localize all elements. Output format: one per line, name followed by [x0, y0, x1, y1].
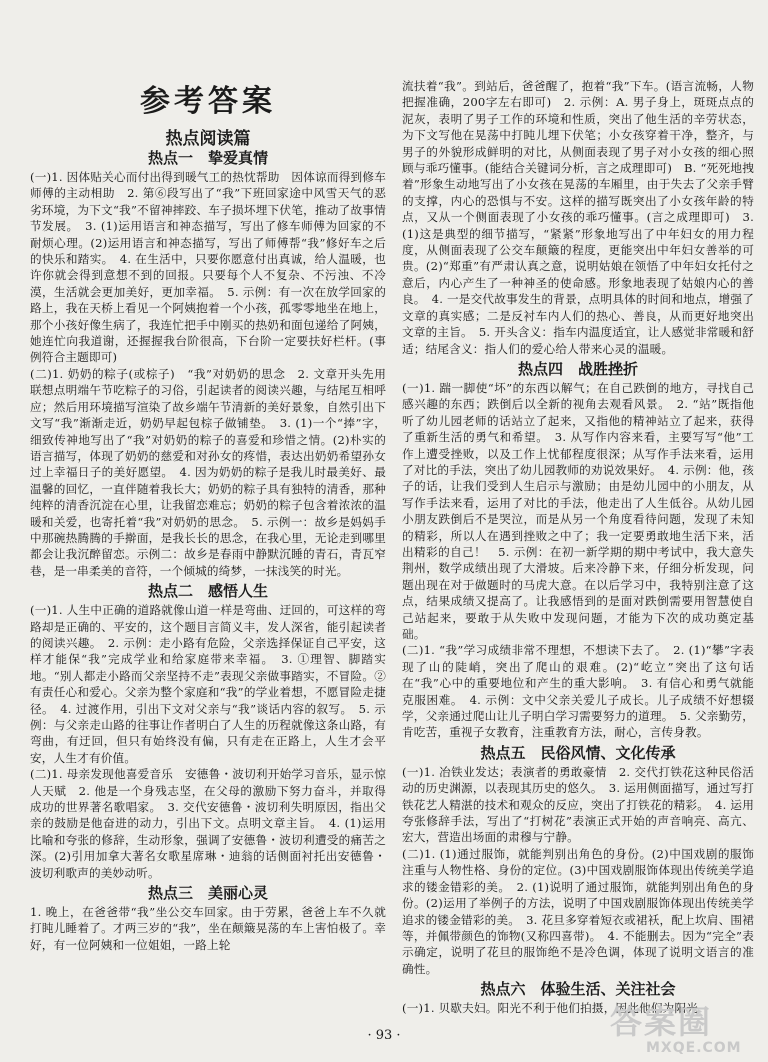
- answer-paragraph: (一)1. 贝歇夫妇。阳光不利于他们拍摄，因此他们为阳光: [402, 1001, 699, 1016]
- answer-paragraph: 流扶着“我”。到站后，爸爸醒了，抱着“我”下车。(语言流畅，人物把握准确，200字左右即可) 2. 示例：A. 男子身上，斑斑点点的泥灰，表明了男子工作的环境和性质，突出了他生活的辛劳状态，为下文写他在晃荡中打盹儿埋下伏笔；小女孩穿着干净，整齐，与男子的外貌形成鲜明的对比，从侧面表现了男子对小女孩的细心照顾与乖巧懂事。(能结合关键词分析，言之成理即可) B. “死死地拽着”形象生动地写出了小女孩在晃荡的车厢里，由于失去了父亲手臂的支撑，内心的恐惧与不安。这样的描写既突出了小女孩年龄的特点，又从一个侧面表现了小女孩的乖巧懂事。(言之成理即可) 3. (1)这是典型的细节描写，“紧紧”形象地写出了中年妇女的用力程度，从侧面表现了公交车颠簸的程度，更能突出中年妇女善举的可贵。(2)“郑重”有严肃认真之意，说明姑娘在领悟了中年妇女托付之意后，内心产生了一种神圣的使命感。形象地表现了姑娘内心的善良。 4. 一是交代故事发生的背景，点明具体的时间和地点，增强了文章的真实感；二是反衬车内人们的热心、善良，从而更好地突出文章的主旨。 5. 开头含义：指车内温度适宜，让人感觉非常暖和舒适；结尾含义：指人们的爱心给人带来心灵的温暖。: [402, 79, 754, 356]
- hotspot-heading: 热点一 挚爱真情: [147, 149, 268, 167]
- answer-paragraph: (一)1. 冶铁业发达；表演者的勇敢豪情 2. 交代打铁花这种民俗活动的历史渊源，以表现其历史的悠久。 3. 运用侧面描写，通过写打铁花艺人精湛的技术和观众的反应，突出了打铁花的精彩。 4. 运用夸张修辞手法，写出了“打树花”表演正式开始的声音响亮、高亢、宏大，营造出场面的肃穆与宁静。: [402, 764, 754, 845]
- answer-paragraph: (二)1. 母亲发现他喜爱音乐 安德鲁・波切利开始学习音乐，显示惊人天赋 2. 他是一个身残志坚，在父母的激励下努力奋斗，并取得成功的世界著名歌唱家。 3. 交代安德鲁・波切利失明原因，指出父亲的鼓励是他奋进的动力，引出下文。点明文章主旨。 4. (1)运用比喻和夸张的修辞，生动形象，强调了安德鲁・波切利遭受的痛苦之深。(2)引用加拿大著名女歌星席琳・迪翁的话侧面衬托出安德鲁・波切利歌声的美妙动听。: [30, 767, 386, 880]
- right-column: [402, 0, 754, 1017]
- hotspot-heading: 热点四 战胜挫折: [517, 359, 638, 378]
- answer-paragraph: (一)1. 人生中正确的道路就像山道一样是弯曲、迂回的，可这样的弯路却是正确的、平安的，这个题目言简义丰，发人深省，能引起读者的阅读兴趣。 2. 示例：走小路有危险，父亲选择保证自己平安，这样才能保“我”完成学业和给家庭带来幸福。 3. ①理智、脚踏实地。“别人都走小路而父亲坚持不走”表现父亲做事踏实，不冒险。②有责任心和爱心。父亲为整个家庭和“我”的学业着想，不愿冒险走捷径。 4. 过渡作用，引出下文对父亲与“我”谈话内容的叙写。 5. 示例：与父亲走山路的往事让作者明白了人生的历程就像这条山路，有弯曲，有迂回，但只有始终没有偏，只有走在正路上，人生才会平安，人生才有价值。: [30, 603, 386, 765]
- page-number: · 93 ·: [367, 1028, 401, 1043]
- answer-paragraph: (二)1. “我”学习成绩非常不理想，不想读下去了。 2. (1)“攀”字表现了山的陡峭，突出了爬山的艰难。(2)“屹立”突出了这句话在“我”心中的重要地位和产生的重大影响。 3. 有信心和勇气就能克服困难。 4. 示例：文中父亲关爱儿子成长。儿子成绩不好想辍学，父亲通过爬山让儿子明白学习需要努力的道理。 5. 父亲勤劳，肯吃苦，重视子女教育，注重教育方法，耐心，言传身教。: [402, 643, 754, 740]
- page-title: 参考答案: [140, 84, 276, 119]
- answer-paragraph: 1. 晚上，在爸爸带“我”坐公交车回家。由于劳累，爸爸上车不久就打盹儿睡着了。才两三岁的“我”，坐在颠簸晃荡的车上害怕极了。幸好，有一位阿姨和一位姐姐，一路上轮: [30, 905, 386, 952]
- answer-paragraph: (二)1. (1)通过服饰，就能判别出角色的身份。(2)中国戏剧的服饰注重与人物性格、身份的定位。(3)中国戏剧服饰体现出传统美学追求的镂金错彩的美。 2. (1)说明了通过服饰，就能判别出角色的身份。(2)运用了举例子的方法，说明了中国戏剧服饰体现出传统美学追求的镂金错彩的美。 3. 花旦多穿着短衣或裙袄，配上坎肩、围裙等，并佩带颜色的饰物(又称四喜带)。 4. 不能删去。因为“完全”表示确定，说明了花旦的服饰绝不是冷色调，体现了说明文语言的准确性。: [402, 846, 754, 976]
- hotspot-heading: 热点六 体验生活、关注社会: [480, 980, 676, 999]
- watermark-url: MXQE.COM: [646, 1040, 742, 1056]
- hotspot-heading: 热点二 感悟人生: [147, 582, 268, 601]
- left-column: [30, 0, 386, 953]
- hotspot-heading: 热点三 美丽心灵: [147, 884, 268, 903]
- left-column-body: [30, 148, 386, 953]
- section-title: 热点阅读篇: [165, 129, 251, 149]
- answer-paragraph: (一)1. 踹一脚使“坏”的东西以解气；在自己跌倒的地方，寻找自己感兴趣的东西；跌倒后以全新的视角去观看风景。 2. “站”既指他听了幼儿园老师的话站立了起来，又指他的精神站立了起来，获得了重新生活的勇气和希望。 3. 从写作内容来看，主要写写“他”工作上遭受挫败，以及工作上忧郁程度很深；从写作手法来看，运用了对比的手法，突出了幼儿园教师的劝说效果好。 4. 示例：他，孩子的话，让我们受到人生启示与激励；由是幼儿园中的小朋友，从写作手法来看，运用了对比的手法，他走出了人生低谷。从幼儿园小朋友跌倒后不是哭泣，而是从另一个角度看待问题，发现了未知的精彩，所以人在遇到挫败之中了；我一定要勇敢地生活下来，活出精彩的自己！ 5. 示例：在初一新学期的期中考试中，我大意失荆州，数学成绩出现了大滑坡。后来冷静下来，仔细分析发现，问题出现在对于做题时的马虎大意。在以后学习中，我特别注意了这点，结果成绩又提高了。让我感悟到的是面对跌倒需要用智慧使自己站起来，要敢于从失败中发现问题，才能为下次的成功奠定基础。: [402, 380, 754, 641]
- watermark-text: 答案圈: [610, 1003, 713, 1041]
- answer-paragraph: (二)1. 奶奶的粽子(或棕子) “我”对奶奶的思念 2. 文章开头先用联想点明端午节吃粽子的习俗，引起读者的阅读兴趣，与结尾互相呼应；然后用环境描写渲染了故乡端午节清新的美好景象，自然引出下文写“我”渐渐走近，奶奶早起包棕子做铺垫。 3. (1)一个“捧”字，细致传神地写出了“我”对奶奶的粽子的喜爱和珍惜之情。(2)朴实的语言描写，体现了奶奶的慈爱和对孙女的疼惜，表达出奶奶希望孙女过上幸福日子的美好愿望。 4. 因为奶奶的粽子是我儿时最美好、最温馨的回忆，一直伴随着我长大；奶奶的粽子具有独特的清香，那种纯粹的清香沉淀在心里，让我留恋难忘；奶奶的粽子包含着浓浓的温暖和关爱，也寄托着“我”对奶奶的思念。 5. 示例一：故乡是妈妈手中那碗热腾腾的手擀面，是我长长的思念，在我心里，无论走到哪里都会让我沉醉留恋。示例二：故乡是春雨中静默沉睡的青石，青瓦窄巷，是一串柔美的音符，一个倾城的绮梦，一抹浅笑的时光。: [30, 366, 386, 578]
- hotspot-heading: 热点五 民俗风情、文化传承: [480, 743, 676, 762]
- watermark-logo: [610, 1004, 760, 1058]
- right-column-body: [402, 78, 754, 1017]
- answer-paragraph: (一)1. 因体贴关心而付出得到暖气工的热忱帮助 因体谅而得到修车师傅的主动相助 2. 第⑥段写出了“我”下班回家途中风雪天气的恶劣环境，为下文“我”不留神摔跤、车子损坏埋下伏笔，推动了故事情节发展。 3. (1)运用语言和神态描写，写出了修车师傅为回家的不耐烦心理。(2)运用语言和神态描写，写出了师傅帮“我”修好车之后的快乐和踏实。 4. 在生活中，只要你愿意付出真诚，给人温暖，也许你就会得到意想不到的回报。只要每个人不复杂、不污浊、不冷漠，生活就会更加美好，更加幸福。 5. 示例：有一次在放学回家的路上，我在天桥上看见一个阿姨抱着一个小孩，孤零零地坐在地上，那个小孩好像生病了，我连忙把手中刚买的热奶和面包递给了阿姨，她连忙向我道谢，还握握我台阶很高，下台阶一定要扶好栏杆。(事例符合主题即可): [30, 170, 386, 365]
